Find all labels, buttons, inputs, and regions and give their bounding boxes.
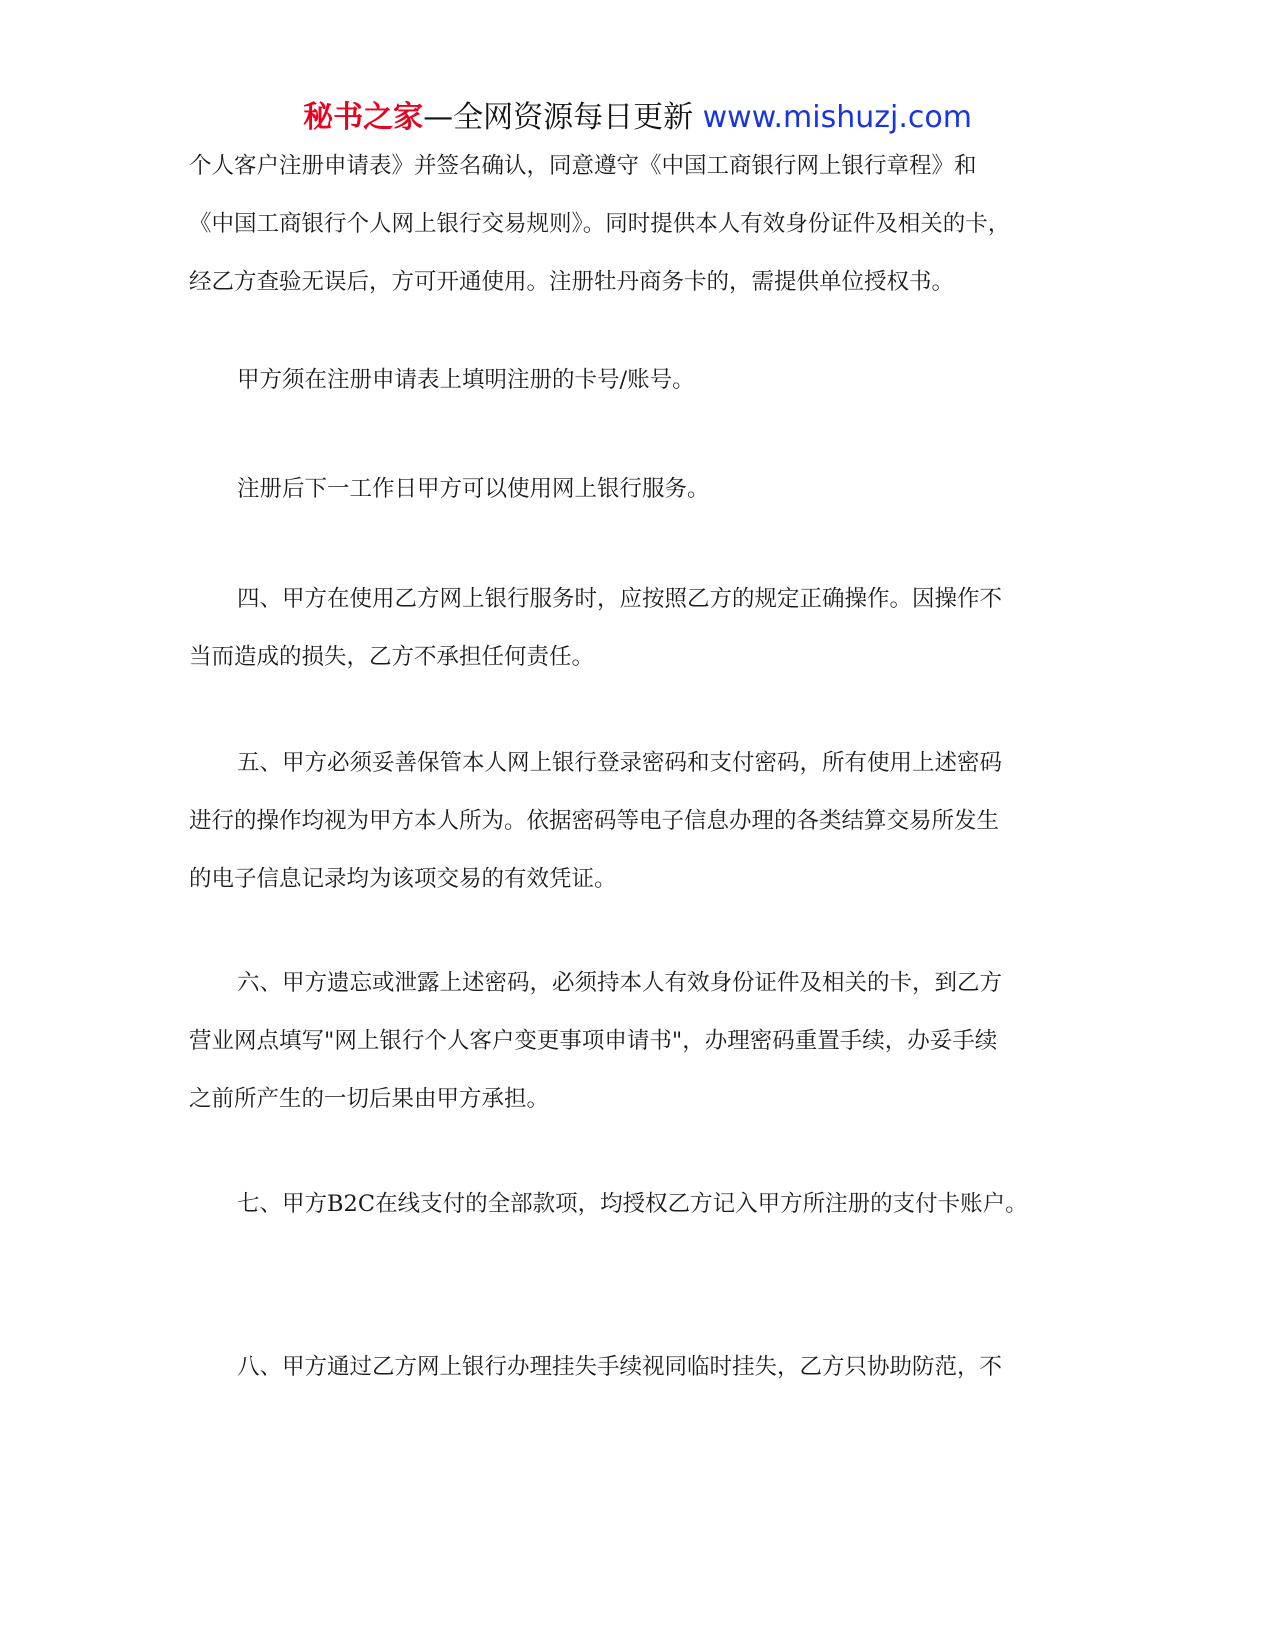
paragraph-card-number (189, 351, 1089, 409)
text-line: 进行的操作均视为甲方本人所为。依据密码等电子信息办理的各类结算交易所发生 (189, 808, 1000, 834)
paragraph-registration (189, 137, 1089, 311)
text-line: 个人客户注册申请表》并签名确认，同意遵守《中国工商银行网上银行章程》和 (189, 153, 977, 179)
paragraph-clause-5 (189, 734, 1089, 908)
text-line: 之前所产生的一切后果由甲方承担。 (189, 1086, 550, 1112)
paragraph-clause-7 (189, 1175, 1089, 1233)
text-line: 《中国工商银行个人网上银行交易规则》。同时提供本人有效身份证件及相关的卡， (189, 211, 1011, 237)
text-line: 营业网点填写"网上银行个人客户变更事项申请书"，办理密码重置手续，办妥手续 (189, 1028, 998, 1054)
page-header (0, 98, 1275, 138)
text-line: 五、甲方必须妥善保管本人网上银行登录密码和支付密码，所有使用上述密码 (237, 750, 1003, 776)
text-line: 甲方须在注册申请表上填明注册的卡号/账号。 (237, 367, 695, 393)
header-url-link[interactable]: www.mishuzj.com (702, 100, 972, 135)
text-line: 四、甲方在使用乙方网上银行服务时，应按照乙方的规定正确操作。因操作不 (237, 586, 1003, 612)
text-line: 七、甲方B2C在线支付的全部款项，均授权乙方记入甲方所注册的支付卡账户。 (237, 1191, 1028, 1217)
text-line: 当而造成的损失，乙方不承担任何责任。 (189, 644, 595, 670)
paragraph-clause-4 (189, 570, 1089, 686)
text-line: 八、甲方通过乙方网上银行办理挂失手续视同临时挂失，乙方只协助防范，不 (237, 1354, 1003, 1380)
header-brand: 秘书之家 (303, 100, 424, 135)
paragraph-clause-8 (189, 1338, 1089, 1396)
paragraph-clause-6 (189, 954, 1089, 1128)
text-line: 六、甲方遗忘或泄露上述密码，必须持本人有效身份证件及相关的卡，到乙方 (237, 970, 1003, 996)
text-line: 的电子信息记录均为该项交易的有效凭证。 (189, 866, 617, 892)
header-tagline: —全网资源每日更新 (423, 100, 694, 135)
paragraph-next-workday (189, 460, 1089, 518)
text-line: 经乙方查验无误后，方可开通使用。注册牡丹商务卡的，需提供单位授权书。 (189, 269, 955, 295)
text-line: 注册后下一工作日甲方可以使用网上银行服务。 (237, 476, 710, 502)
